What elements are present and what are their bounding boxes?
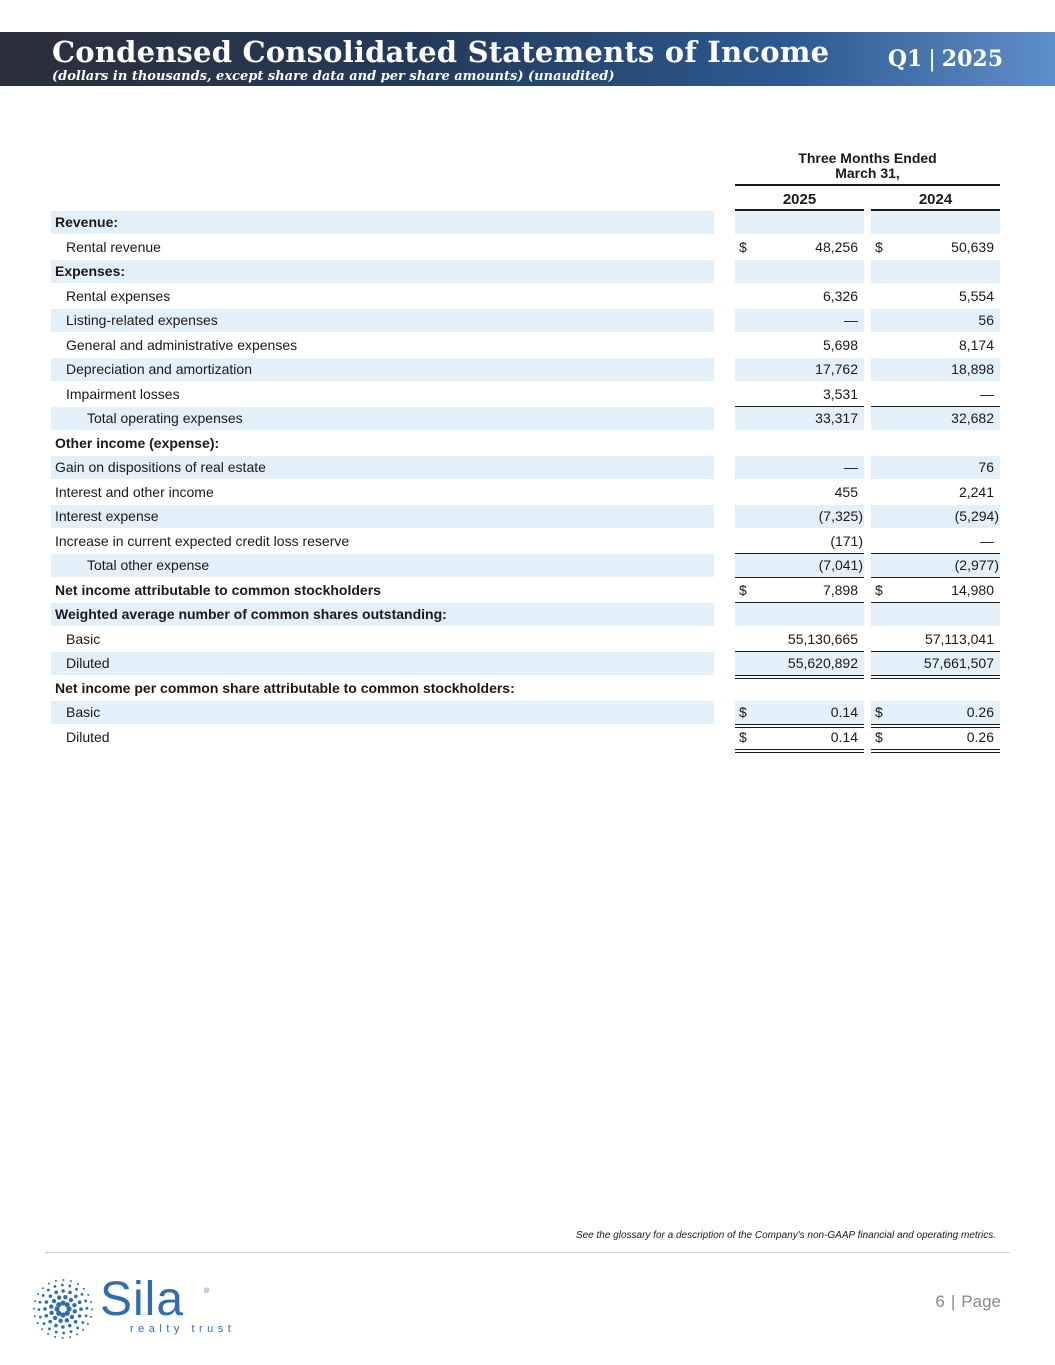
page-subtitle: (dollars in thousands, except share data and per share amounts) (unaudited) [52, 69, 615, 84]
row-label: Expenses: [51, 260, 714, 283]
table-row [0, 701, 1055, 726]
table-row [0, 432, 1055, 457]
logo-dot [65, 1302, 70, 1307]
cell-2024 [871, 260, 1000, 283]
logo-dot [33, 1308, 35, 1310]
cell-2024 [871, 236, 1000, 259]
logo-dot [83, 1288, 85, 1290]
cell-2024 [871, 407, 1000, 430]
table-row [0, 236, 1055, 261]
cell-2024 [871, 554, 1000, 577]
cell-2024 [871, 652, 1000, 675]
logo-dot [34, 1315, 36, 1317]
cell-2025 [735, 285, 864, 308]
cell-value: 2,241 [958, 483, 994, 500]
cell-value: (7,041) [818, 557, 863, 573]
header-rule [735, 184, 1000, 186]
table-row [0, 554, 1055, 579]
logo-dot [62, 1279, 64, 1281]
cell-value: 33,317 [815, 410, 858, 426]
row-label: Depreciation and amortization [51, 358, 714, 381]
currency-symbol: $ [875, 704, 883, 720]
logo-dot [76, 1327, 79, 1330]
logo-dot [61, 1325, 65, 1329]
logo-dot [85, 1314, 88, 1317]
cell-2025 [735, 358, 864, 381]
period-separator: | [928, 47, 936, 72]
cell-2025 [735, 407, 864, 430]
row-label: Basic [66, 630, 101, 647]
page-title: Condensed Consolidated Statements of Income [52, 35, 830, 69]
cell-2025 [735, 260, 864, 283]
logo-dot [73, 1309, 77, 1313]
period-column-header [735, 151, 1000, 181]
cell-value: 76 [978, 459, 994, 475]
cell-2025 [735, 456, 864, 479]
cell-2025 [735, 383, 864, 406]
cell-2024 [871, 481, 1000, 504]
logo-dot [49, 1304, 53, 1308]
logo-dot [38, 1308, 41, 1311]
cell-2024 [871, 530, 1000, 553]
table-row [0, 530, 1055, 555]
row-label: Total other expense [51, 554, 714, 577]
logo-dot [90, 1301, 92, 1303]
row-label: Diluted [66, 728, 110, 745]
logo-dot [69, 1336, 71, 1338]
logo-dot [37, 1293, 39, 1295]
cell-2025 [735, 554, 864, 577]
logo-dot [78, 1300, 82, 1304]
logo-dot [39, 1316, 42, 1319]
cell-2025 [735, 334, 864, 357]
logo-dot [63, 1295, 67, 1299]
cell-value: 0.14 [830, 704, 858, 720]
cell-value: (5,294) [954, 508, 999, 524]
cell-value: 50,639 [951, 238, 994, 255]
table-row [0, 652, 1055, 677]
logo-dot [74, 1295, 78, 1299]
logo-dot [70, 1330, 73, 1333]
logo-dot [81, 1293, 84, 1296]
year-header-2025: 2025 [782, 191, 817, 208]
row-label: Total operating expenses [51, 407, 714, 430]
logo-dot [48, 1327, 51, 1330]
cell-2025 [735, 530, 864, 553]
logo-dot [54, 1336, 56, 1338]
cell-value: 14,980 [951, 581, 994, 598]
row-label: Interest expense [51, 505, 714, 528]
cell-value: 0.14 [830, 728, 858, 745]
row-label: Weighted average number of common shares outstanding: [51, 603, 714, 626]
logo-dot [86, 1307, 89, 1310]
quarter-label: Q1 [887, 46, 923, 72]
currency-symbol: $ [875, 581, 883, 598]
cell-value: 5,698 [822, 336, 858, 353]
cell-value: 56 [978, 312, 994, 328]
logo-dot [49, 1311, 53, 1315]
logo-dot [47, 1289, 50, 1292]
logo-dot [55, 1331, 58, 1334]
cell-2025 [735, 211, 864, 234]
logo-dot [65, 1318, 69, 1322]
cell-value: 8,174 [958, 336, 994, 353]
logo-dot [42, 1294, 45, 1297]
cell-2025 [735, 628, 864, 651]
cell-2025 [735, 579, 864, 602]
cell-2024 [871, 505, 1000, 528]
cell-value: 32,682 [951, 410, 994, 426]
cell-2025 [735, 481, 864, 504]
table-row [0, 285, 1055, 310]
page-number [935, 1292, 1001, 1312]
cell-value: 55,620,892 [787, 655, 858, 671]
cell-value: (2,977) [954, 557, 999, 573]
cell-value: (171) [830, 532, 863, 549]
logo-dot [68, 1291, 72, 1295]
logo-dot [48, 1320, 52, 1324]
cell-value: 17,762 [815, 361, 858, 377]
cell-value: 7,898 [822, 581, 858, 598]
logo-wordmark: Sila [100, 1273, 185, 1326]
cell-2025 [735, 505, 864, 528]
row-label: Other income (expense): [55, 434, 220, 451]
cell-value: 57,113,041 [924, 630, 994, 647]
cell-2025 [735, 603, 864, 626]
currency-symbol: $ [875, 728, 883, 745]
logo-dot [72, 1303, 76, 1307]
logo-dot [37, 1322, 39, 1324]
cell-value: 57,661,507 [923, 655, 994, 671]
logo-dot [34, 1300, 36, 1302]
period-header-line2: March 31, [835, 165, 900, 181]
cell-2024 [871, 432, 1000, 455]
logo-dot [61, 1289, 65, 1293]
logo-dot [70, 1280, 72, 1282]
page-number-value: 6 [935, 1292, 945, 1311]
logo-dot [91, 1308, 93, 1310]
cell-2024 [871, 211, 1000, 234]
logo-dot [70, 1315, 74, 1319]
cell-2025 [735, 701, 864, 724]
logo-dot [87, 1323, 89, 1325]
currency-symbol: $ [875, 238, 883, 255]
table-row [0, 456, 1055, 481]
row-label: Increase in current expected credit loss reserve [55, 532, 350, 549]
logo-dot [55, 1280, 57, 1282]
currency-symbol: $ [739, 704, 747, 720]
logo-dot [48, 1283, 50, 1285]
title-banner [0, 32, 1055, 86]
cell-2025 [735, 236, 864, 259]
cell-2024 [871, 579, 1000, 602]
table-row [0, 211, 1055, 236]
table-row [0, 383, 1055, 408]
cell-2024 [871, 603, 1000, 626]
cell-value: — [844, 459, 858, 475]
logo-dot [78, 1314, 82, 1318]
cell-value: — [980, 385, 994, 402]
cell-value: 0.26 [966, 728, 994, 745]
cell-value: — [980, 532, 994, 549]
logo-dot [54, 1324, 58, 1328]
table-row [0, 677, 1055, 702]
page-label: Page [961, 1292, 1001, 1311]
logo-dot [79, 1307, 83, 1311]
cell-2025 [735, 309, 864, 332]
row-label: Rental revenue [66, 238, 161, 255]
row-label: Interest and other income [55, 483, 214, 500]
table-row [0, 334, 1055, 359]
logo-dot [43, 1307, 47, 1311]
total-double-rule [735, 749, 864, 753]
cell-2024 [871, 383, 1000, 406]
logo-tagline: realty trust [130, 1323, 236, 1335]
logo-dot [62, 1337, 64, 1339]
logo-dot [82, 1329, 84, 1331]
cell-value: 48,256 [815, 238, 858, 255]
logo-dot [81, 1321, 84, 1324]
logo-dot [84, 1300, 87, 1303]
total-double-rule [871, 749, 1000, 753]
row-label: Listing-related expenses [51, 309, 714, 332]
logo-dot [41, 1328, 43, 1330]
logo-dot [52, 1299, 56, 1303]
currency-symbol: $ [739, 728, 747, 745]
logo-dot [75, 1288, 78, 1291]
logo-dot [76, 1333, 78, 1335]
row-label: Basic [51, 701, 714, 724]
cell-value: 5,554 [958, 287, 994, 304]
logo-dot [68, 1324, 72, 1328]
footer-divider [45, 1252, 1010, 1253]
cell-2025 [735, 432, 864, 455]
cell-2024 [871, 677, 1000, 700]
row-label: General and administrative expenses [66, 336, 298, 353]
logo-dot [68, 1285, 71, 1288]
logo-dot [54, 1291, 58, 1295]
cell-2024 [871, 285, 1000, 308]
income-statement-table [0, 211, 1055, 750]
glossary-note: See the glossary for a description of the Company's non-GAAP financial and operating metrics. [575, 1230, 996, 1241]
logo-dot [61, 1284, 64, 1287]
logo-dot [77, 1283, 79, 1285]
logo-dot [62, 1332, 65, 1335]
year-label: 2025 [941, 46, 1003, 72]
year-header-2024: 2024 [918, 191, 953, 208]
table-row [0, 603, 1055, 628]
logo-dot [45, 1300, 49, 1304]
cell-2024 [871, 628, 1000, 651]
table-row [0, 579, 1055, 604]
trademark-symbol: ® [204, 1288, 210, 1295]
logo-dot [47, 1333, 49, 1335]
currency-symbol: $ [739, 581, 747, 598]
period-header-line1: Three Months Ended [798, 150, 937, 166]
cell-2024 [871, 334, 1000, 357]
logo-dot [74, 1320, 78, 1324]
logo-dot [90, 1316, 92, 1318]
row-label: Revenue: [51, 211, 714, 234]
table-row [0, 358, 1055, 383]
table-row [0, 628, 1055, 653]
row-label: Gain on dispositions of real estate [51, 456, 714, 479]
cell-2024 [871, 456, 1000, 479]
logo-dot [69, 1298, 73, 1302]
table-row [0, 481, 1055, 506]
cell-2025 [735, 677, 864, 700]
starburst-icon [32, 1278, 94, 1340]
logo-dot [42, 1287, 44, 1289]
cell-2024 [871, 726, 1000, 749]
cell-value: 0.26 [966, 704, 994, 720]
row-label: Rental expenses [66, 287, 171, 304]
cell-value: 455 [834, 483, 858, 500]
page-separator: | [950, 1292, 956, 1311]
logo-dot [57, 1295, 61, 1299]
period-label [888, 46, 1003, 72]
row-label: Net income attributable to common stockholders [55, 581, 381, 598]
cell-2025 [735, 726, 864, 749]
cell-value: — [844, 312, 858, 328]
row-label: Impairment losses [66, 385, 180, 402]
table-row [0, 309, 1055, 334]
cell-value: 18,898 [951, 361, 994, 377]
logo-dot [87, 1294, 89, 1296]
cell-value: 6,326 [822, 287, 858, 304]
table-row [0, 407, 1055, 432]
cell-2024 [871, 701, 1000, 724]
currency-symbol: $ [739, 238, 747, 255]
cell-value: 55,130,665 [787, 630, 858, 647]
cell-value: 3,531 [822, 385, 858, 402]
logo-dot [43, 1322, 46, 1325]
logo-dot [58, 1319, 62, 1323]
row-label: Diluted [51, 652, 714, 675]
logo-dot [39, 1301, 42, 1304]
row-label: Net income per common share attributable to common stockholders: [55, 679, 515, 696]
logo-dot [53, 1316, 57, 1320]
cell-2024 [871, 309, 1000, 332]
logo-dot [49, 1294, 53, 1298]
cell-2024 [871, 358, 1000, 381]
logo-dot [45, 1314, 49, 1318]
cell-value: (7,325) [818, 508, 863, 524]
table-row [0, 505, 1055, 530]
cell-2025 [735, 652, 864, 675]
sila-logo [32, 1273, 236, 1342]
logo-dot [54, 1285, 57, 1288]
table-row [0, 260, 1055, 285]
table-row [0, 726, 1055, 751]
